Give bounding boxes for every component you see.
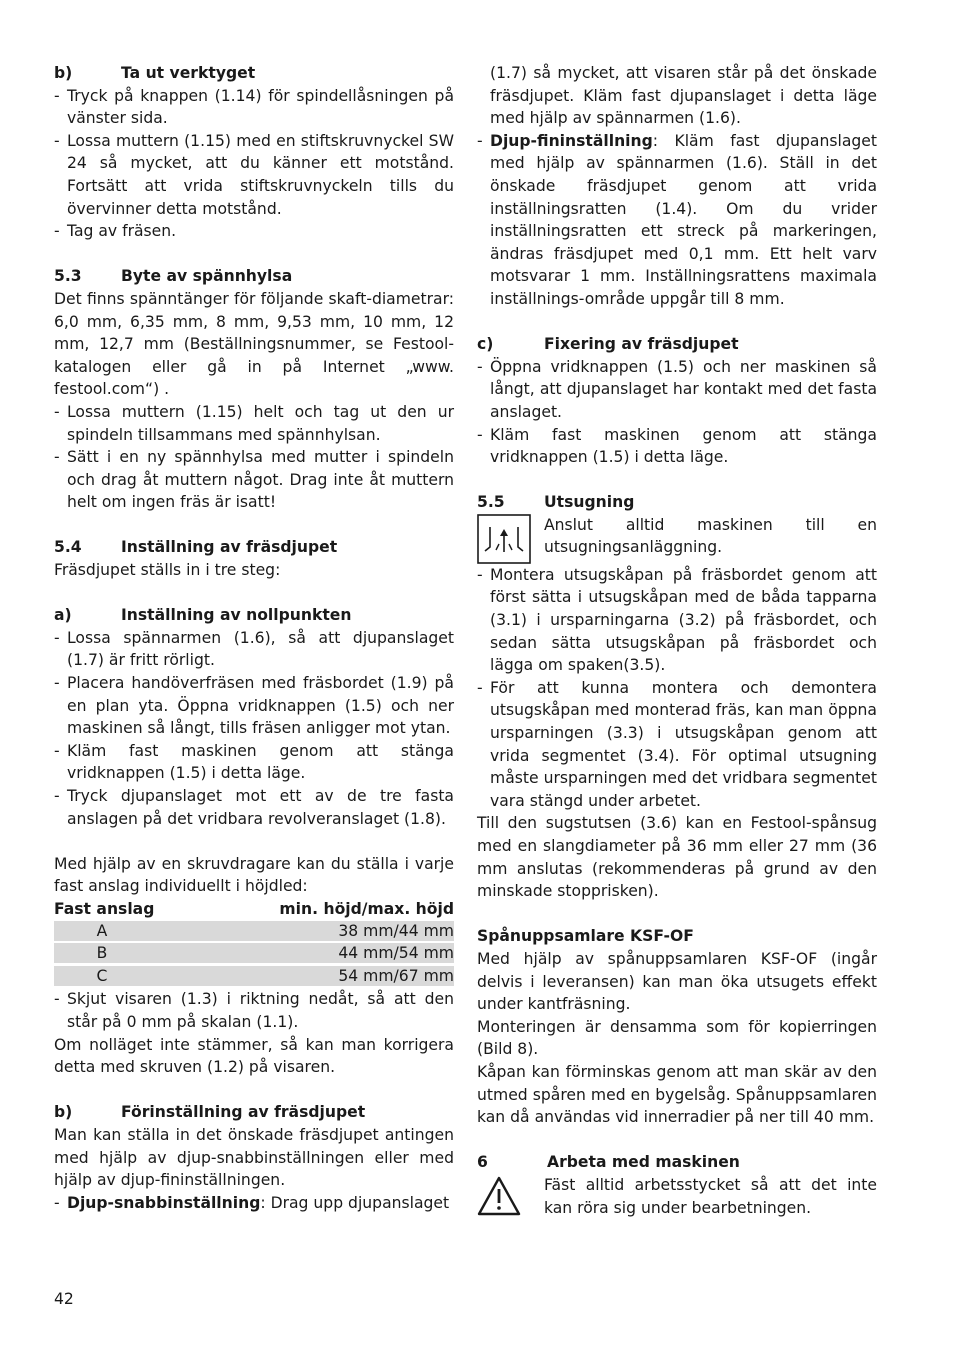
heading-5-3: 5.3 Byte av spännhylsa xyxy=(54,267,293,286)
paragraph: Med hjälp av en skruvdragare kan du ställa i varje fast anslag individuellt i höjdled: xyxy=(54,854,454,896)
list-item: - Djup-snabbinställning: Drag upp djupanslaget xyxy=(54,1193,450,1212)
paragraph: Fräsdjupet ställs in i tre steg: xyxy=(54,561,281,580)
list-item: - Lossa spännarmen (1.6), så att djupanslaget (1.7) är fritt rörligt. xyxy=(54,628,454,670)
table-header: Fast anslag min. höjd/max. höjd xyxy=(54,899,454,918)
heading-5-4: 5.4 Inställning av fräsdjupet xyxy=(54,538,338,557)
right-column xyxy=(477,62,877,1224)
paragraph: Om nolläget inte stämmer, så kan man korrigera detta med skruven (1.2) på visaren. xyxy=(54,1035,454,1077)
list-item: - Skjut visaren (1.3) i riktning nedåt, så att den står på 0 mm på skalan (1.1). xyxy=(54,990,454,1031)
list-item: - Lossa muttern (1.15) med en stiftskruvnyckel SW 24 så mycket, att du känner ett motstånd. Fortsätt att vrida stiftskruvnyckeln tills du övervinner detta motstånd. xyxy=(54,131,454,218)
heading-b-remove-tool: b) Ta ut verktyget xyxy=(54,64,256,82)
heading-a-zero-point: a) Inställning av nollpunkten xyxy=(54,606,352,625)
stop-height-table xyxy=(54,898,454,986)
page-number: 42 xyxy=(54,1290,74,1308)
list-item: - Öppna vridknappen (1.5) och ner maskinen så långt, att djupanslaget har kontakt med det fasta anslaget. xyxy=(477,357,877,421)
heading-6: 6 Arbeta med maskinen xyxy=(477,1153,740,1172)
heading-ksf: Spånuppsamlare KSF-OF xyxy=(477,927,694,946)
paragraph: Monteringen är densamma som för kopierringen (Bild 8). xyxy=(477,1017,877,1059)
paragraph: Det finns spänntänger för följande skaft-diametrar: 6,0 mm, 6,35 mm, 8 mm, 9,53 mm, 10 mm, 12 mm, 12,7 mm (Beställningsnummer, se Festool-katalogen eller gå in på Internet „www. festool.com“) . xyxy=(54,289,454,399)
paragraph: Kåpan kan förminskas genom att man skär av den utmed spåren med en bygelsåg. Spånuppsamlaren kan då användas vid innerradier på ner till 40 mm. xyxy=(477,1062,877,1127)
heading-c-fixing: c) Fixering av fräsdjupet xyxy=(477,335,739,354)
list-item: - Lossa muttern (1.15) helt och tag ut den ur spindeln tillsammans med spännhylsan. xyxy=(54,402,454,444)
list-item: - Djup-fininställning: Kläm fast djupanslaget med hjälp av spännarmen (1.6). Ställ in det önskade fräsdjupet genom att vrida inställningsratten (1.4). Om du vrider inställningsratten ett streck på markeringen, ändras fräsdjupet med 0,1 mm. Ett helt varv motsvarar 1 mm. Inställningsrattens maximala inställnings-område uppgår till 8 mm. xyxy=(477,131,877,308)
list-item: - Tryck djupanslaget mot ett av de tre fasta anslagen på det vridbara revolveranslaget (1.8). xyxy=(54,787,454,828)
left-column xyxy=(54,62,454,1214)
paragraph: Med hjälp av spånuppsamlaren KSF-OF (ingår delvis i leveransen) kan man öka utsugets effekt under kantfräsning. xyxy=(477,949,877,1014)
heading-5-5: 5.5 Utsugning xyxy=(477,493,635,512)
heading-b-presetting: b) Förinställning av fräsdjupet xyxy=(54,1103,366,1122)
table-row: A 38 mm/44 mm xyxy=(54,921,454,941)
paragraph: Man kan ställa in det önskade fräsdjupet antingen med hjälp av djup-snabbinställningen eller med hjälp av djup-fininställningen. xyxy=(54,1125,454,1190)
list-item: - Tag av fräsen. xyxy=(54,222,177,241)
list-item: - Kläm fast maskinen genom att stänga vridknappen (1.5) i detta läge. xyxy=(54,741,454,783)
dust-extraction-icon xyxy=(477,514,531,564)
list-item: - Sätt i en ny spännhylsa med mutter i spindeln och drag åt muttern något. Drag inte åt muttern helt om ingen fräs är isatt! xyxy=(54,448,454,512)
warning-triangle-icon xyxy=(477,1174,531,1224)
list-item: - Kläm fast maskinen genom att stänga vridknappen (1.5) i detta läge. xyxy=(477,425,877,467)
table-row: B 44 mm/54 mm xyxy=(54,943,454,963)
list-item-continued: (1.7) så mycket, att visaren står på det önskade fräsdjupet. Kläm fast djupanslaget i detta läge med hjälp av spännarmen (1.6). xyxy=(490,64,877,128)
list-item: - Montera utsugskåpan på fräsbordet genom att först sätta i utsugskåpan med de båda tapparna (3.1) i ursparningarna (3.2) på fräsbordet, och sedan sätta utsugskåpan på fräsbordet och lägga om spaken(3.5). xyxy=(477,565,877,675)
list-item: - Tryck på knappen (1.14) för spindellåsningen på vänster sida. xyxy=(54,86,454,128)
extraction-note: Anslut alltid maskinen till en utsugningsanläggning. xyxy=(477,514,877,564)
list-item: - För att kunna montera och demontera utsugskåpan med monterad fräs, kan man öppna ursparningen (3.3) i utsugskåpan genom att vrida segmentet (3.4). För optimal utsugning måste ursparningen med det vridbara segmentet vara stängd under arbetet. xyxy=(477,678,877,810)
warning-note: Fäst alltid arbetsstycket så att det inte kan röra sig under bearbetningen. xyxy=(477,1174,877,1224)
table-row: C 54 mm/67 mm xyxy=(54,966,454,986)
list-item: - Placera handöverfräsen med fräsbordet (1.9) på en plan yta. Öppna vridknappen (1.5) och ner maskinen så långt, tills fräsen anligger mot ytan. xyxy=(54,674,454,738)
paragraph: Till den sugstutsen (3.6) kan en Festool-spånsug med en slangdiameter på 36 mm eller 27 mm (36 mm anslutas (rekommenderas på grund av den minskade stopprisken). xyxy=(477,814,877,901)
